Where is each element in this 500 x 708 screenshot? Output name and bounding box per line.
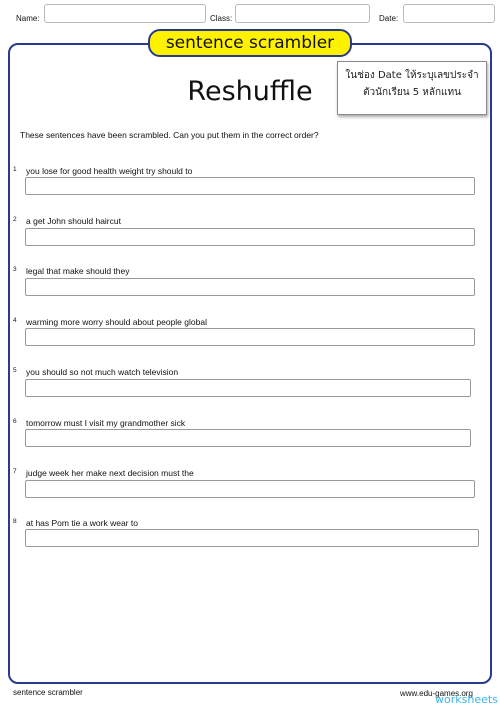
- question-number: 5: [13, 367, 17, 374]
- instructions-text: These sentences have been scrambled. Can you put them in the correct order?: [20, 130, 319, 140]
- question-number: 3: [13, 266, 17, 273]
- answer-input[interactable]: [25, 177, 475, 195]
- footer-url[interactable]: www.edu-games.org: [400, 689, 473, 698]
- question-text: at has Pom tie a work wear to: [26, 518, 138, 528]
- worksheets-logo: worksheets: [435, 693, 498, 706]
- worksheet-banner: sentence scrambler: [148, 29, 352, 57]
- date-input[interactable]: [403, 4, 495, 23]
- question-number: 8: [13, 518, 17, 525]
- instruction-note: [337, 61, 487, 115]
- answer-input[interactable]: [25, 228, 475, 246]
- class-label: Class:: [210, 14, 233, 23]
- question-text: you should so not much watch television: [26, 367, 179, 377]
- footer-title: sentence scrambler: [13, 688, 83, 697]
- name-input[interactable]: [44, 4, 206, 23]
- question-text: a get John should haircut: [26, 216, 121, 226]
- name-label: Name:: [16, 14, 40, 23]
- page-title: Reshuffle: [187, 76, 313, 107]
- question-number: 6: [13, 418, 17, 425]
- question-text: warming more worry should about people global: [26, 317, 207, 327]
- answer-input[interactable]: [25, 379, 471, 397]
- question-text: legal that make should they: [26, 266, 130, 276]
- class-input[interactable]: [235, 4, 370, 23]
- answer-input[interactable]: [25, 480, 475, 498]
- question-number: 1: [13, 166, 17, 173]
- question-text: judge week her make next decision must the: [26, 468, 194, 478]
- question-number: 4: [13, 317, 17, 324]
- date-label: Date:: [379, 14, 399, 23]
- question-number: 2: [13, 216, 17, 223]
- answer-input[interactable]: [25, 429, 471, 447]
- question-text: you lose for good health weight try should to: [26, 166, 193, 176]
- question-number: 7: [13, 468, 17, 475]
- question-text: tomorrow must I visit my grandmother sick: [26, 418, 186, 428]
- answer-input[interactable]: [25, 328, 475, 346]
- note-line-2: ตัวนักเรียน 5 หลักแทน: [363, 87, 461, 98]
- answer-input[interactable]: [25, 529, 479, 547]
- note-line-1: ในช่อง Date ให้ระบุเลขประจำ: [345, 70, 479, 81]
- answer-input[interactable]: [25, 278, 475, 296]
